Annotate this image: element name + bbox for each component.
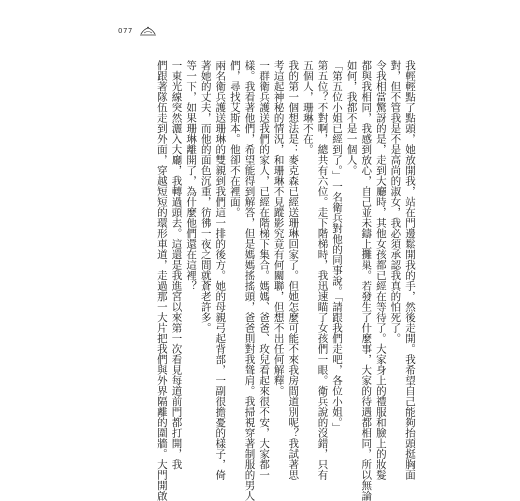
text-column: 我的第一個想法是：麥克森已經送珊琳回家了。但她怎麼可能不來我房間道別呢？我試著思 bbox=[287, 60, 300, 480]
text-column: 著她的丈夫，而他的面色沉重，彷彿一夜之間就蒼老許多。 bbox=[199, 60, 212, 333]
text-column: 一群衛兵護送我們的家人，已經在階梯下集合。媽媽、爸爸、玫兒看起來很不安，大家都一 bbox=[258, 60, 271, 480]
text-column: 對，但不管我是不是高尚的淑女，我必須承認我真的怕死了。 bbox=[389, 60, 402, 344]
crown-ornament-icon bbox=[139, 26, 157, 36]
text-column: 第五位？不對啊，總共有六位。走下階梯時，我迅速瞄了女孩們一眼。衛兵說的沒錯，只有 bbox=[316, 60, 329, 480]
text-column: 令我相當驚訝的是，走到大廳時，其他女孩都已經在等待了。大家身上的禮服和臉上的妝髮 bbox=[374, 60, 387, 480]
text-column: 五個人，珊琳不在。 bbox=[301, 60, 314, 155]
text-column: 如何，我都不是一個人。 bbox=[345, 60, 358, 176]
text-column: 兩名衛兵護送珊琳的雙親到我們這一排的後方。她的母親弓起背部，一副很擔憂的樣子，倚 bbox=[214, 60, 227, 480]
text-column: 一東光線突然灑入大廳，我轉過頭去。這還是我進宮以來第一次看見每道前門都打開，我 bbox=[170, 60, 183, 470]
text-column: 都與我相同，我感到放心，自己並未鑄上攤巢。若發生了什麼事，大家的待遇都相同，所以無論 bbox=[360, 60, 373, 501]
text-column: 「第五位小姐已經到了。」一名衛兵對他的同事說。「請跟我們走吧，各位小姐。」 bbox=[331, 60, 344, 433]
text-column: 考這起神秘的情況，和珊琳不見蹤影究竟有何關聯，但想不出任何解釋。 bbox=[272, 60, 285, 396]
body-text bbox=[155, 60, 416, 501]
text-column: 樣。我看著他們，希望能得到解答，但是媽媽搖搖頭，爸爸則對我聳肩。我掃視穿著制服的男人 bbox=[243, 60, 256, 501]
text-column: 等一下，如果珊琳離開了，為什麼他們還在這裡？ bbox=[185, 60, 198, 291]
text-column: 們，尋找艾斯本。他卻不在裡面。 bbox=[228, 60, 241, 218]
text-column: 我輕輕點了點頭，她放開我，站在門邊鬆開我的手，然後走開。我希望自己能夠抬頭挺胸面 bbox=[404, 60, 416, 480]
text-column: 們跟著隊伍走到外面，穿越短短的環形車道，走過那一大片把我們與外界隔離的圍牆。大門開啟 bbox=[155, 60, 168, 501]
page-number: 077 bbox=[118, 27, 133, 35]
